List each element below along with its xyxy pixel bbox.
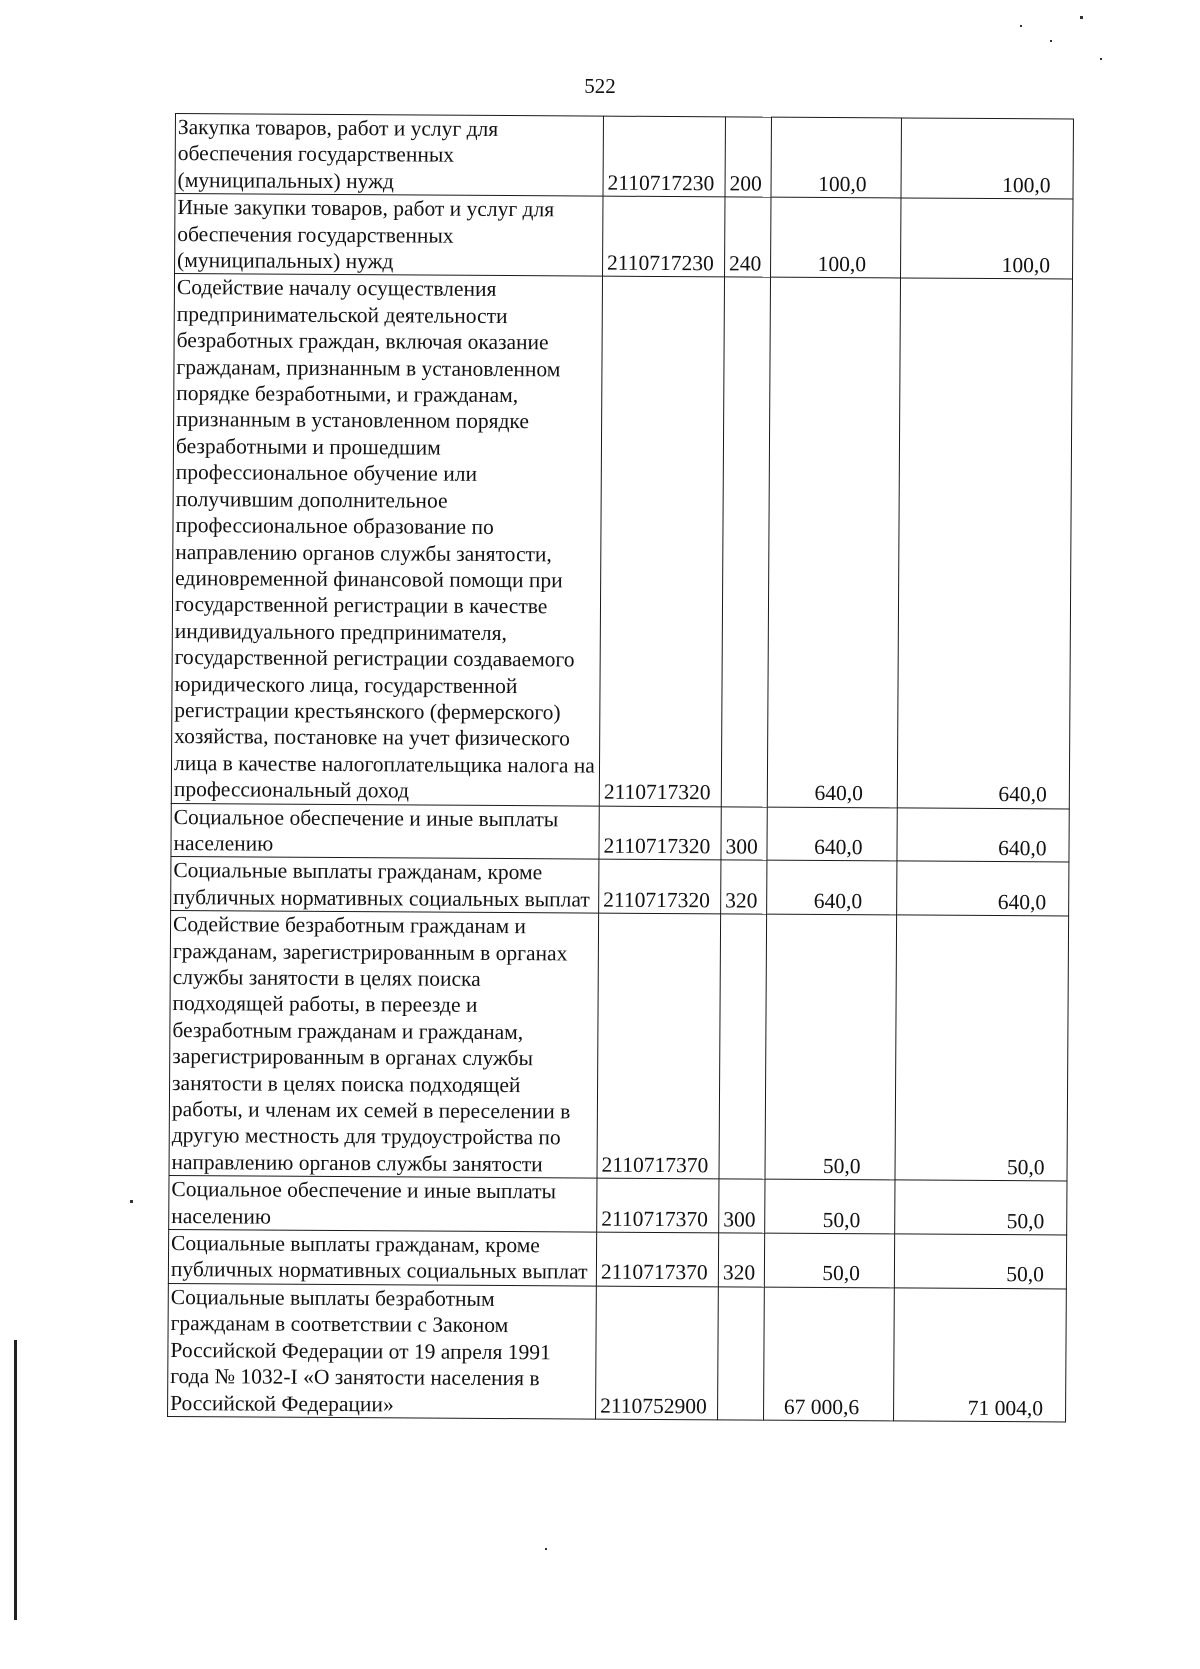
row-description: Иные закупки товаров, работ и услуг для обеспечения государственных (муниципальных) нужд: [175, 194, 603, 277]
table-row: [175, 194, 1073, 280]
scan-speck: [1080, 16, 1083, 19]
row-expense-type: 320: [718, 1233, 764, 1287]
scan-speck: [1020, 25, 1022, 27]
row-expense-type: 300: [719, 1179, 765, 1233]
row-expense-type: [718, 1287, 765, 1420]
row-amount-1: 100,0: [771, 197, 901, 278]
row-expense-type: [721, 277, 770, 806]
row-description: Социальные выплаты безработным гражданам в соответствии с Законом Российской Федерации от 19 апреля 1991 года № 1032-I «О занятости населения в Российской Федерации»: [168, 1283, 597, 1419]
row-amount-1: 50,0: [765, 1179, 895, 1234]
row-amount-2: 640,0: [897, 807, 1069, 862]
row-description: Социальные выплаты гражданам, кроме публичных нормативных социальных выплат: [171, 857, 599, 913]
budget-table: [167, 113, 1074, 1422]
row-description: Закупка товаров, работ и услуг для обеспечения государственных (муниципальных) нужд: [175, 114, 603, 197]
row-amount-2: 50,0: [895, 915, 1069, 1181]
row-target-code: 2110717370: [597, 1178, 719, 1233]
row-expense-type: 300: [721, 806, 767, 860]
row-amount-1: 50,0: [765, 914, 897, 1180]
table-row: [168, 1283, 1067, 1422]
row-amount-1: 640,0: [767, 861, 897, 916]
table-row: [169, 1176, 1067, 1235]
row-target-code: 2110717370: [597, 913, 721, 1179]
row-expense-type: 200: [725, 117, 771, 197]
row-amount-2: 50,0: [894, 1234, 1066, 1289]
row-amount-2: 100,0: [901, 198, 1073, 279]
row-description: Содействие началу осуществления предпринимательской деятельности безработных граждан, включая оказание гражданам, признанным в установленном порядке безработными, и гражданам, признанным в установленном порядке безработными и прошедшим профессиональное обучение или получившим дополнительное профессиональное образование по направлению органов службы занятости, единовременной финансовой помощи при государственной регистрации в качестве индивидуального предпринимателя, государственной регистрации создаваемого юридического лица, государственной регистрации крестьянского (фермерского) хозяйства, постановке на учет физического лица в качестве налогоплательщика налога на профессиональный доход: [171, 274, 602, 806]
table-row: [171, 274, 1072, 809]
row-target-code: 2110717320: [599, 277, 724, 807]
row-description: Содействие безработным гражданам и гражданам, зарегистрированным в органах службы занятости в целях поиска подходящей работы, в переезде и безработным гражданам и гражданам, зарегистрированным в органах службы занятости в целях поиска подходящей работы, и членам их семей в переселении в другую местность для трудоустройства по направлению органов службы занятости: [169, 911, 599, 1179]
scan-speck: [545, 1548, 547, 1550]
table-row: [168, 1230, 1066, 1289]
row-amount-1: 67 000,6: [764, 1287, 895, 1421]
row-expense-type: 320: [721, 860, 767, 914]
row-target-code: 2110717320: [599, 806, 721, 861]
row-amount-2: 640,0: [897, 861, 1069, 916]
scan-speck: [130, 1200, 133, 1203]
row-amount-1: 640,0: [767, 807, 897, 862]
row-expense-type: 240: [725, 197, 771, 277]
row-target-code: 2110752900: [596, 1286, 719, 1420]
page-number: 522: [584, 74, 616, 98]
row-target-code: 2110717230: [603, 196, 725, 277]
row-amount-2: 71 004,0: [894, 1288, 1067, 1422]
table-row: [171, 857, 1069, 916]
row-target-code: 2110717320: [599, 859, 721, 914]
row-amount-1: 640,0: [767, 278, 900, 808]
scan-speck: [1050, 40, 1052, 42]
table-row: [175, 114, 1073, 200]
row-description: Социальное обеспечение и иные выплаты населению: [169, 1176, 597, 1232]
table-row: [171, 803, 1069, 862]
row-description: Социальное обеспечение и иные выплаты населению: [171, 803, 599, 859]
row-target-code: 2110717370: [596, 1232, 718, 1287]
table-row: [169, 911, 1069, 1182]
scan-edge-line: [14, 1340, 17, 1620]
row-description: Социальные выплаты гражданам, кроме публичных нормативных социальных выплат: [168, 1230, 596, 1286]
row-amount-2: 100,0: [901, 118, 1073, 199]
row-amount-1: 100,0: [771, 117, 901, 198]
row-amount-2: 640,0: [897, 278, 1072, 808]
scan-speck: [1100, 58, 1102, 60]
row-amount-1: 50,0: [764, 1233, 894, 1288]
row-target-code: 2110717230: [603, 116, 725, 197]
row-expense-type: [719, 914, 767, 1179]
row-amount-2: 50,0: [895, 1180, 1067, 1235]
